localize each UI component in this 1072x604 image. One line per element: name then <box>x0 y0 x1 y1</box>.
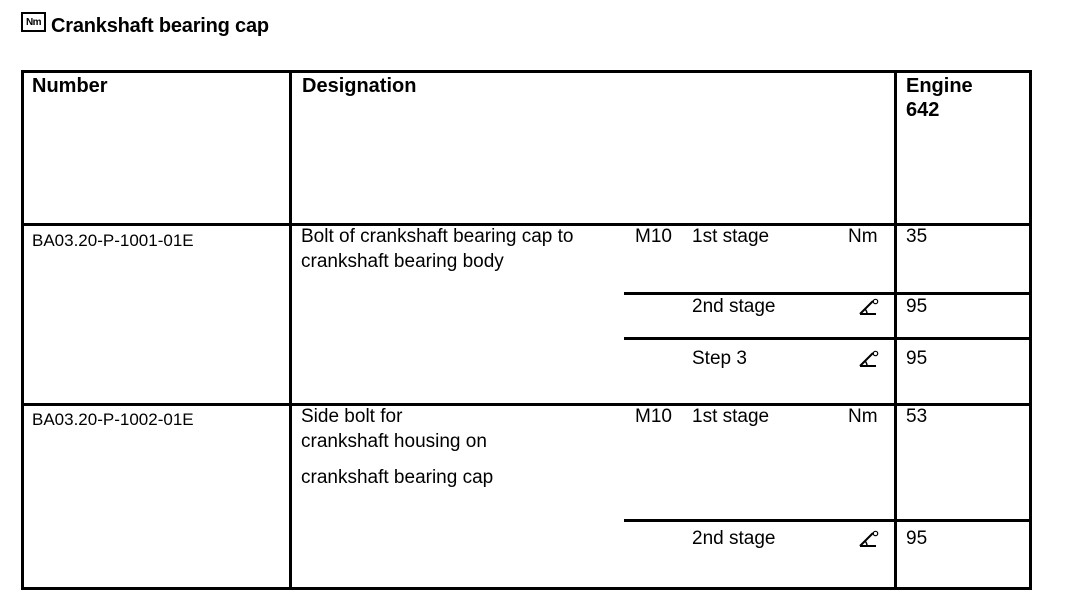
row1-designation-line2: crankshaft bearing body <box>301 251 504 272</box>
row2-stage1-label: 1st stage <box>692 406 770 427</box>
angle-icon <box>858 350 880 368</box>
row1-stage1-value: 35 <box>906 226 928 247</box>
column-divider-number <box>289 73 292 587</box>
row1-stage2-label: 2nd stage <box>692 296 776 317</box>
row2-number: BA03.20-P-1002-01E <box>32 410 194 429</box>
header-number: Number <box>32 75 108 97</box>
row-divider <box>24 403 1029 406</box>
row2-designation-line2: crankshaft housing on <box>301 431 487 452</box>
row2-designation-line1: Side bolt for <box>301 406 403 427</box>
row1-stage-divider-1 <box>624 292 1029 295</box>
torque-nm-icon: Nm <box>21 12 46 32</box>
row2-stage-divider-1 <box>624 519 1029 522</box>
page-title-row <box>21 12 269 40</box>
row1-thread: M10 <box>635 226 672 247</box>
row2-stage2-label: 2nd stage <box>692 528 776 549</box>
row1-number: BA03.20-P-1001-01E <box>32 231 194 250</box>
row1-stage2-value: 95 <box>906 296 928 317</box>
row2-stage1-unit: Nm <box>848 406 878 427</box>
row1-stage1-label: 1st stage <box>692 226 770 247</box>
column-divider-engine <box>894 73 897 587</box>
row2-stage2-value: 95 <box>906 528 928 549</box>
angle-icon <box>858 530 880 548</box>
row2-stage1-value: 53 <box>906 406 928 427</box>
row1-stage3-label: Step 3 <box>692 348 747 369</box>
row1-stage1-unit: Nm <box>848 226 878 247</box>
header-engine: Engine <box>906 75 973 97</box>
torque-table <box>21 70 1032 590</box>
header-designation: Designation <box>302 75 417 97</box>
page-title: Crankshaft bearing cap <box>51 14 269 37</box>
row1-stage-divider-2 <box>624 337 1029 340</box>
angle-icon <box>858 298 880 316</box>
header-engine-code: 642 <box>906 99 940 121</box>
row2-designation-line3: crankshaft bearing cap <box>301 467 494 488</box>
row2-thread: M10 <box>635 406 672 427</box>
row1-designation-line1: Bolt of crankshaft bearing cap to <box>301 226 574 247</box>
row1-stage3-value: 95 <box>906 348 928 369</box>
